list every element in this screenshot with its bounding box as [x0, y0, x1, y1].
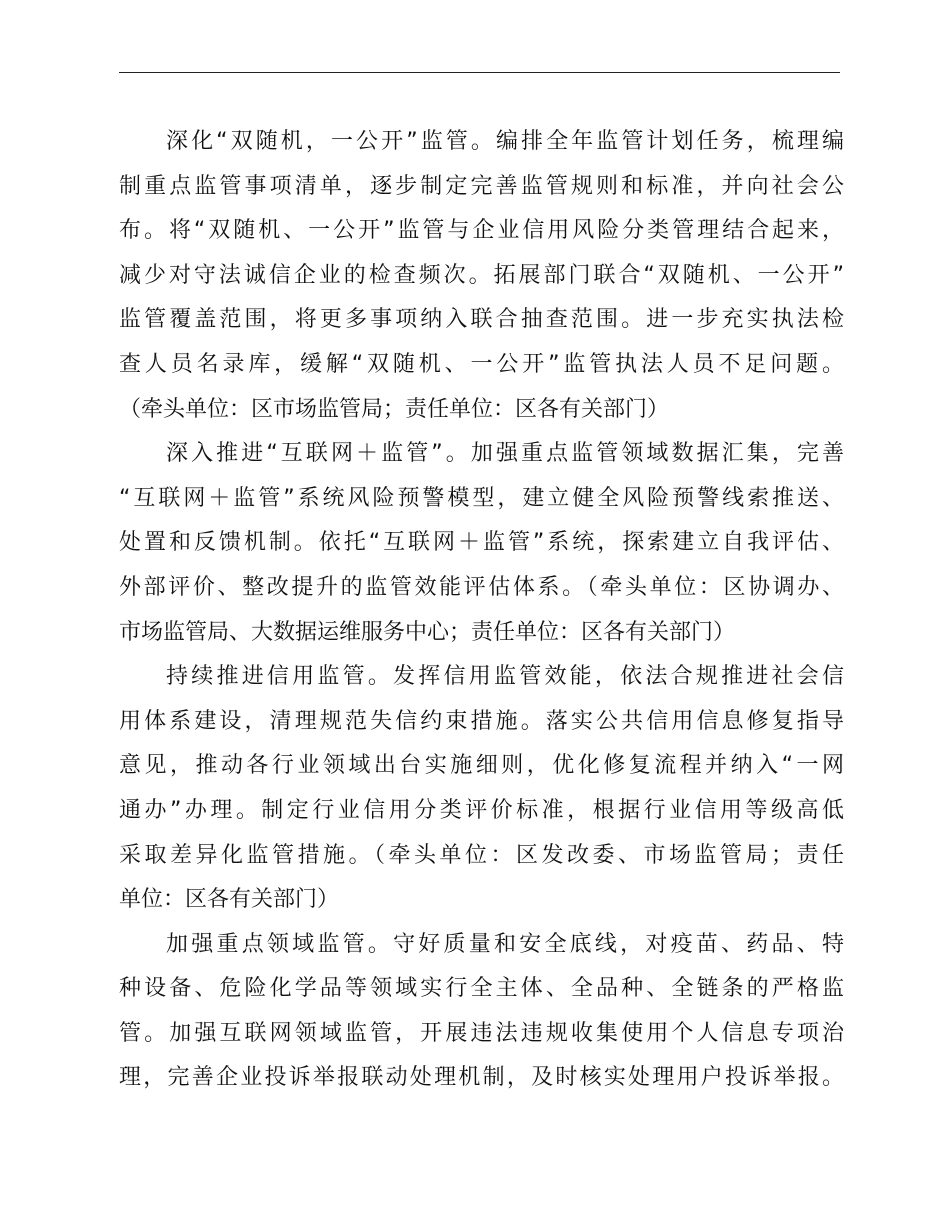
paragraph-line: 查人员名录库，缓解“双随机、一公开”监管执法人员不足问题。 [119, 351, 844, 377]
paragraph-line: 减少对守法诚信企业的检查频次。拓展部门联合“双随机、一公开” [119, 262, 844, 288]
paragraph-internet-plus-supervision [119, 432, 844, 655]
paragraph-line: 市场监管局、大数据运维服务中心；责任单位：区各有关部门） [119, 619, 736, 645]
paragraph-line: 制重点监管事项清单，逐步制定完善监管规则和标准，并向社会公 [119, 173, 844, 199]
paragraph-line: 种设备、危险化学品等领域实行全主体、全品种、全链条的严格监 [119, 976, 844, 1002]
paragraph-credit-supervision [119, 655, 844, 923]
paragraph-line: 深入推进“互联网＋监管”。加强重点监管领域数据汇集，完善 [166, 441, 845, 467]
paragraph-line: 理，完善企业投诉举报联动处理机制，及时核实处理用户投诉举报。 [119, 1065, 844, 1091]
paragraph-key-area-supervision [119, 923, 844, 1101]
paragraph-line: 管。加强互联网领域监管，开展违法违规收集使用个人信息专项治 [119, 1020, 844, 1046]
paragraph-line: 外部评价、整改提升的监管效能评估体系。（牵头单位：区协调办、 [119, 574, 844, 600]
paragraph-random-inspection [119, 120, 844, 432]
paragraph-line: （牵头单位：区市场监管局；责任单位：区各有关部门） [119, 396, 670, 422]
paragraph-line: 布。将“双随机、一公开”监管与企业信用风险分类管理结合起来， [119, 218, 844, 244]
paragraph-line: “互联网＋监管”系统风险预警模型，建立健全风险预警线索推送、 [119, 485, 844, 511]
paragraph-line: 深化“双随机，一公开”监管。编排全年监管计划任务，梳理编 [166, 129, 845, 154]
paragraph-line: 单位：区各有关部门） [119, 887, 340, 913]
paragraph-line: 意见，推动各行业领域出台实施细则，优化修复流程并纳入“一网 [119, 753, 844, 779]
paragraph-line: 处置和反馈机制。依托“互联网＋监管”系统，探索建立自我评估、 [119, 530, 844, 556]
paragraph-line: 监管覆盖范围，将更多事项纳入联合抽查范围。进一步充实执法检 [119, 307, 844, 333]
paragraph-line: 用体系建设，清理规范失信约束措施。落实公共信用信息修复指导 [119, 708, 844, 734]
paragraph-line: 采取差异化监管措施。（牵头单位：区发改委、市场监管局；责任 [119, 842, 844, 868]
paragraph-line: 持续推进信用监管。发挥信用监管效能，依法合规推进社会信 [166, 664, 844, 690]
paragraph-line: 通办”办理。制定行业信用分类评价标准，根据行业信用等级高低 [119, 797, 844, 823]
paragraph-line: 加强重点领域监管。守好质量和安全底线，对疫苗、药品、特 [166, 931, 844, 957]
document-body [119, 120, 844, 1101]
header-divider [119, 72, 840, 73]
